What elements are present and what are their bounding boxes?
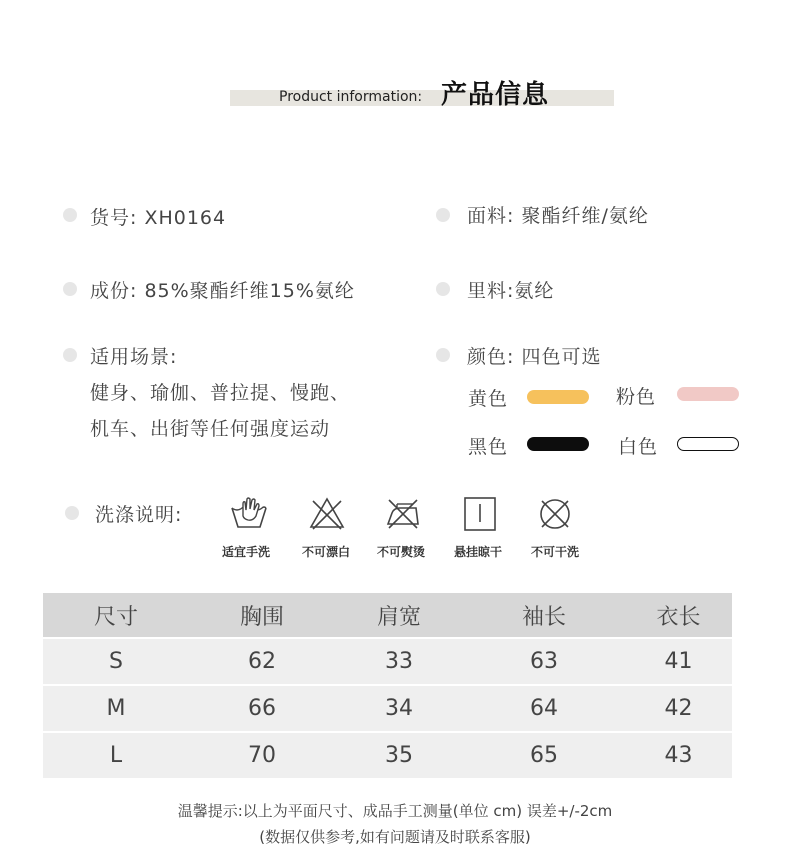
- bullet-dot: [436, 348, 450, 362]
- table-header-cell: 肩宽: [376, 604, 421, 630]
- lining-text: 里料:氨纶: [467, 280, 555, 302]
- wash-label-no-bleach: 不可漂白: [302, 545, 351, 559]
- sku-text: 货号: XH0164: [90, 207, 227, 229]
- table-header-cell: 胸围: [239, 604, 284, 630]
- table-cell: 70: [248, 743, 276, 768]
- composition-text: 成份: 85%聚酯纤维15%氨纶: [90, 280, 355, 302]
- color-swatch-black: [527, 437, 589, 451]
- table-cell: S: [109, 649, 123, 674]
- color-name-pink: 粉色: [616, 386, 657, 408]
- table-cell: 33: [385, 649, 413, 674]
- hang-dry-icon: [460, 494, 500, 534]
- washing-label: 洗涤说明:: [95, 504, 183, 526]
- table-cell: 63: [530, 649, 558, 674]
- color-name-white: 白色: [618, 436, 659, 458]
- scenes-label: 适用场景:: [90, 346, 178, 368]
- table-cell: 62: [248, 649, 276, 674]
- wash-label-hand: 适宜手洗: [222, 545, 271, 559]
- bullet-dot: [436, 208, 450, 222]
- bullet-dot: [63, 348, 77, 362]
- fabric-text: 面料: 聚酯纤维/氨纶: [467, 205, 649, 227]
- wash-label-hang-dry: 悬挂晾干: [454, 545, 503, 559]
- table-row: [43, 637, 732, 684]
- table-header-cell: 袖长: [521, 604, 566, 630]
- bullet-dot: [63, 208, 77, 222]
- note-line-1: 温馨提示:以上为平面尺寸、成品手工测量(单位 cm) 误差+/-2cm: [177, 802, 613, 820]
- no-dry-clean-icon: [535, 494, 575, 534]
- table-header-cell: 衣长: [656, 604, 701, 630]
- table-cell: 65: [530, 743, 558, 768]
- table-row: [43, 731, 732, 778]
- table-header-row: [43, 593, 732, 637]
- color-swatch-white: [677, 437, 739, 451]
- table-cell: 43: [664, 743, 693, 768]
- color-name-black: 黑色: [468, 436, 509, 458]
- colors-label: 颜色: 四色可选: [467, 346, 602, 368]
- table-cell: 34: [385, 696, 413, 721]
- size-table: [43, 593, 732, 778]
- table-cell: 41: [664, 649, 693, 674]
- table-cell: 66: [248, 696, 276, 721]
- table-cell: 35: [385, 743, 413, 768]
- bullet-dot: [65, 506, 79, 520]
- scenes-line-1: 健身、瑜伽、普拉提、慢跑、: [90, 382, 351, 404]
- header-title-cn: 产品信息: [441, 80, 550, 110]
- color-swatch-yellow: [527, 390, 589, 404]
- table-cell: M: [106, 696, 126, 721]
- hand-wash-icon: [229, 494, 269, 534]
- table-header-cell: 尺寸: [93, 604, 138, 630]
- no-iron-icon: [383, 494, 423, 534]
- bullet-dot: [436, 282, 450, 296]
- table-row: [43, 684, 732, 731]
- table-cell: 42: [664, 696, 693, 721]
- color-swatch-pink: [677, 387, 739, 401]
- header-title-en: Product information:: [279, 89, 423, 105]
- no-bleach-icon: [307, 494, 347, 534]
- table-cell: 64: [530, 696, 558, 721]
- color-name-yellow: 黄色: [468, 388, 509, 410]
- table-cell: L: [109, 743, 123, 768]
- wash-label-no-iron: 不可熨烫: [377, 545, 426, 559]
- scenes-line-2: 机车、出街等任何强度运动: [90, 418, 331, 440]
- wash-label-no-dry-clean: 不可干洗: [531, 545, 580, 559]
- note-line-2: (数据仅供参考,如有问题请及时联系客服): [259, 828, 531, 846]
- bullet-dot: [63, 282, 77, 296]
